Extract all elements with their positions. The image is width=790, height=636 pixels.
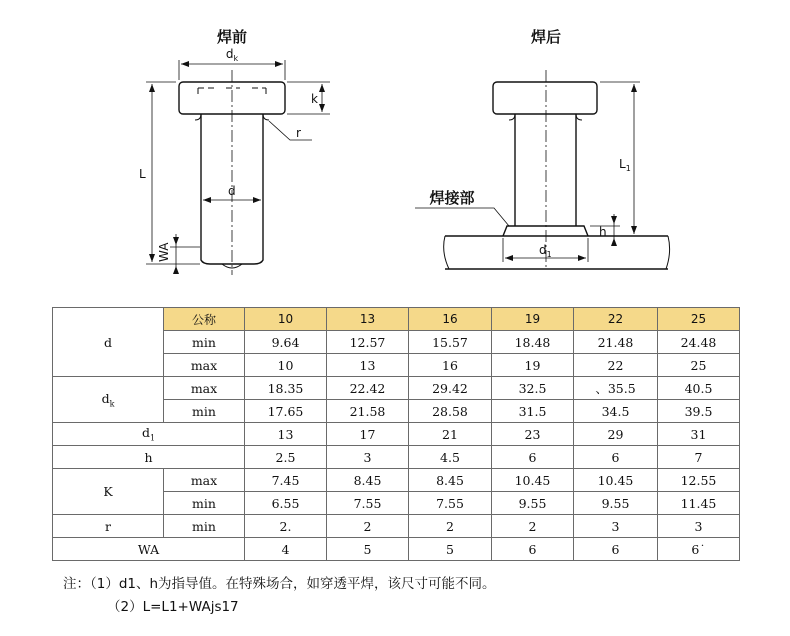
- value-cell: 2: [492, 515, 574, 538]
- table-row: [53, 446, 740, 469]
- WA-label: WA: [157, 242, 171, 262]
- value-cell: 6: [574, 446, 658, 469]
- value-cell: 15.57: [409, 331, 492, 354]
- note-line-1: 注：（1）d1、h为指导值。在特殊场合，如穿透平焊，该尺寸可能不同。: [63, 576, 496, 592]
- param-dk: $d_k$: [53, 377, 164, 423]
- value-cell: 10: [245, 354, 327, 377]
- sub-label: min: [164, 492, 245, 515]
- value-cell: 4.5: [409, 446, 492, 469]
- value-cell: 9.64: [245, 331, 327, 354]
- value-cell: 、35.5: [574, 377, 658, 400]
- value-cell: 8.45: [327, 469, 409, 492]
- value-cell: 23: [492, 423, 574, 446]
- value-cell: 12.57: [327, 331, 409, 354]
- value-cell: 31.5: [492, 400, 574, 423]
- value-cell: 5: [409, 538, 492, 561]
- value-cell: 7.55: [327, 492, 409, 515]
- size-cell: 19: [492, 308, 574, 331]
- sub-label: min: [164, 331, 245, 354]
- notes: [63, 573, 496, 619]
- value-cell: 21.58: [327, 400, 409, 423]
- d1-label: $d_1$: [539, 243, 552, 259]
- sub-label: max: [164, 469, 245, 492]
- value-cell: 2.: [245, 515, 327, 538]
- value-cell: 6: [574, 538, 658, 561]
- after-weld-drawing: [415, 70, 670, 270]
- size-cell: 16: [409, 308, 492, 331]
- r-label: r: [296, 126, 301, 140]
- table-header-row: [53, 308, 740, 331]
- value-cell: 16: [409, 354, 492, 377]
- k-label: k: [311, 92, 318, 106]
- value-cell: 28.58: [409, 400, 492, 423]
- value-cell: 22: [574, 354, 658, 377]
- size-cell: 25: [658, 308, 740, 331]
- table-row: [53, 469, 740, 492]
- before-title: 焊前: [216, 28, 248, 46]
- size-cell: 10: [245, 308, 327, 331]
- value-cell: 6: [492, 446, 574, 469]
- param-K: K: [53, 469, 164, 515]
- value-cell: 6: [492, 538, 574, 561]
- after-title: 焊后: [530, 28, 562, 46]
- param-WA: WA: [53, 538, 245, 561]
- value-cell: 21.48: [574, 331, 658, 354]
- sub-label: max: [164, 377, 245, 400]
- d-label: d: [228, 184, 236, 198]
- value-cell: 2: [409, 515, 492, 538]
- value-cell: 2.5: [245, 446, 327, 469]
- value-cell: 10.45: [574, 469, 658, 492]
- param-d: d: [53, 308, 164, 377]
- value-cell: 39.5: [658, 400, 740, 423]
- sub-label: min: [164, 400, 245, 423]
- value-cell: 12.55: [658, 469, 740, 492]
- sub-label: max: [164, 354, 245, 377]
- L1-label: $L_1$: [619, 157, 631, 173]
- before-weld-drawing: [146, 60, 330, 275]
- value-cell: 18.48: [492, 331, 574, 354]
- value-cell: 6˙: [658, 538, 740, 561]
- h-label: h: [599, 225, 607, 239]
- table-row: [53, 538, 740, 561]
- value-cell: 31: [658, 423, 740, 446]
- value-cell: 25: [658, 354, 740, 377]
- value-cell: 13: [245, 423, 327, 446]
- value-cell: 10.45: [492, 469, 574, 492]
- value-cell: 17: [327, 423, 409, 446]
- dimension-table: [52, 307, 740, 561]
- value-cell: 18.35: [245, 377, 327, 400]
- table-row: [53, 377, 740, 400]
- param-d1: $d_1$: [53, 423, 245, 446]
- value-cell: 32.5: [492, 377, 574, 400]
- value-cell: 19: [492, 354, 574, 377]
- table-row: [53, 423, 740, 446]
- header-label: 公称: [164, 308, 245, 331]
- value-cell: 7.55: [409, 492, 492, 515]
- value-cell: 7: [658, 446, 740, 469]
- value-cell: 24.48: [658, 331, 740, 354]
- value-cell: 9.55: [574, 492, 658, 515]
- value-cell: 7.45: [245, 469, 327, 492]
- value-cell: 5: [327, 538, 409, 561]
- value-cell: 17.65: [245, 400, 327, 423]
- value-cell: 8.45: [409, 469, 492, 492]
- sub-label: min: [164, 515, 245, 538]
- value-cell: 3: [658, 515, 740, 538]
- param-r: r: [53, 515, 164, 538]
- param-h: h: [53, 446, 245, 469]
- value-cell: 22.42: [327, 377, 409, 400]
- dk-label: $d_k$: [225, 47, 239, 63]
- stud-drawings: [0, 0, 790, 300]
- value-cell: 3: [327, 446, 409, 469]
- value-cell: 6.55: [245, 492, 327, 515]
- value-cell: 4: [245, 538, 327, 561]
- L-label: L: [139, 167, 146, 181]
- value-cell: 21: [409, 423, 492, 446]
- value-cell: 3: [574, 515, 658, 538]
- size-cell: 13: [327, 308, 409, 331]
- value-cell: 29.42: [409, 377, 492, 400]
- note-line-2: （2）L=L1+WAjs17: [107, 599, 239, 615]
- table-row: [53, 515, 740, 538]
- weld-part-label: 焊接部: [429, 189, 475, 207]
- value-cell: 2: [327, 515, 409, 538]
- value-cell: 34.5: [574, 400, 658, 423]
- value-cell: 13: [327, 354, 409, 377]
- value-cell: 11.45: [658, 492, 740, 515]
- size-cell: 22: [574, 308, 658, 331]
- value-cell: 29: [574, 423, 658, 446]
- value-cell: 9.55: [492, 492, 574, 515]
- value-cell: 40.5: [658, 377, 740, 400]
